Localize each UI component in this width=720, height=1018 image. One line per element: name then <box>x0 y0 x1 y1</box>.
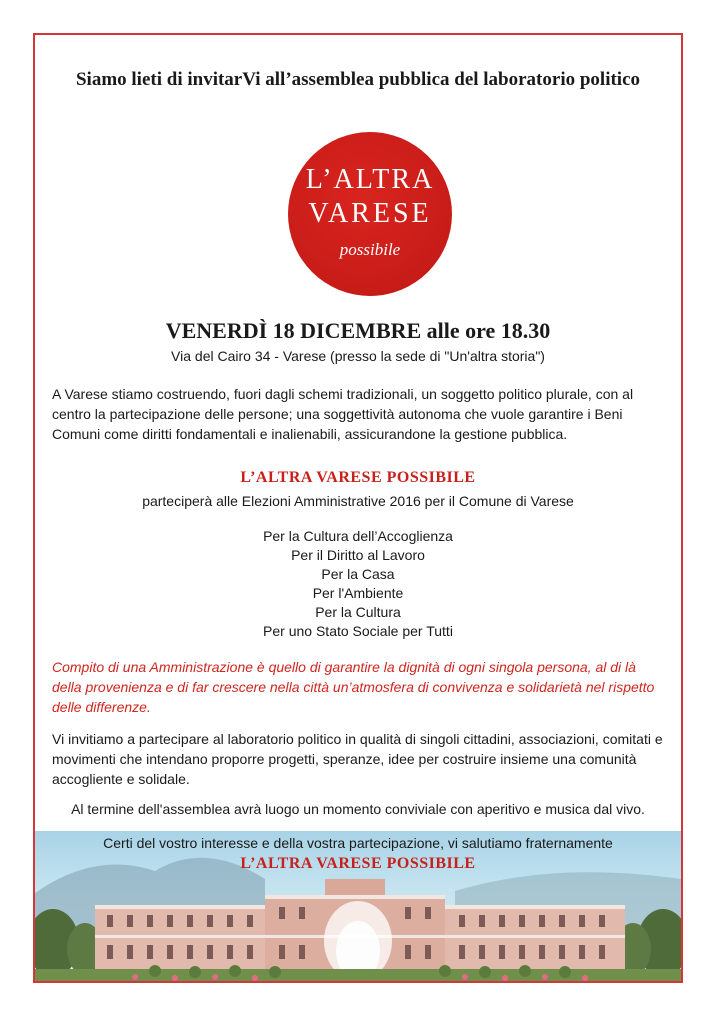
brand-name: L’ALTRA VARESE POSSIBILE <box>240 469 476 486</box>
closing-paragraph: Al termine dell'assemblea avrà luogo un momento conviviale con aperitivo e musica dal vivo. <box>71 801 645 817</box>
salutation-line: Certi del vostro interesse e della vostra partecipazione, vi salutiamo fraternamente <box>103 835 613 851</box>
poster-frame <box>33 33 683 983</box>
elections-line: parteciperà alle Elezioni Amministrative 2016 per il Comune di Varese <box>142 493 574 509</box>
mission-paragraph: Compito di una Amministrazione è quello di garantire la dignità di ogni singola persona, al di là della provenienza e di far crescere nella città un’atmosfera di convivenza e solidarietà nel rispetto delle differenze. <box>52 659 655 715</box>
list-item: Per la Cultura dell’Accoglienza <box>263 528 453 544</box>
event-datetime: VENERDÌ 18 DICEMBRE alle ore 18.30 <box>165 318 551 343</box>
logo-line-1: L’ALTRA <box>305 164 435 195</box>
logo-circle <box>288 132 452 296</box>
list-item: Per la Casa <box>321 566 395 582</box>
list-item: Per l'Ambiente <box>312 585 404 601</box>
invitation-heading: Siamo lieti di invitarVi all’assemblea pubblica del laboratorio politico <box>75 69 641 90</box>
signature-brand: L’ALTRA VARESE POSSIBILE <box>240 855 476 872</box>
logo-line-3: possibile <box>339 240 401 259</box>
list-item: Per la Cultura <box>315 604 401 620</box>
values-list <box>35 527 681 641</box>
description-paragraph: A Varese stiamo costruendo, fuori dagli schemi tradizionali, un soggetto politico plurale, con al centro la partecipazione delle persone; una soggettività autonoma che vuole garantire i Beni Comuni come diritti fondamentali e inalienabili, assicurandone la gestione pubblica. <box>52 386 634 442</box>
event-address: Via del Cairo 34 - Varese (presso la sede di "Un'altra storia") <box>171 348 545 364</box>
invitation-paragraph: Vi invitiamo a partecipare al laboratorio politico in qualità di singoli cittadini, associazioni, comitati e movimenti che intendano proporre progetti, speranze, idee per costruire insieme una comunità accogliente e solidale. <box>52 731 663 787</box>
list-item: Per uno Stato Sociale per Tutti <box>263 623 453 639</box>
palace-photo-band <box>35 831 681 983</box>
list-item: Per il Diritto al Lavoro <box>291 547 425 563</box>
logo-line-2: VARESE <box>308 198 432 229</box>
palace-illustration <box>35 831 681 983</box>
